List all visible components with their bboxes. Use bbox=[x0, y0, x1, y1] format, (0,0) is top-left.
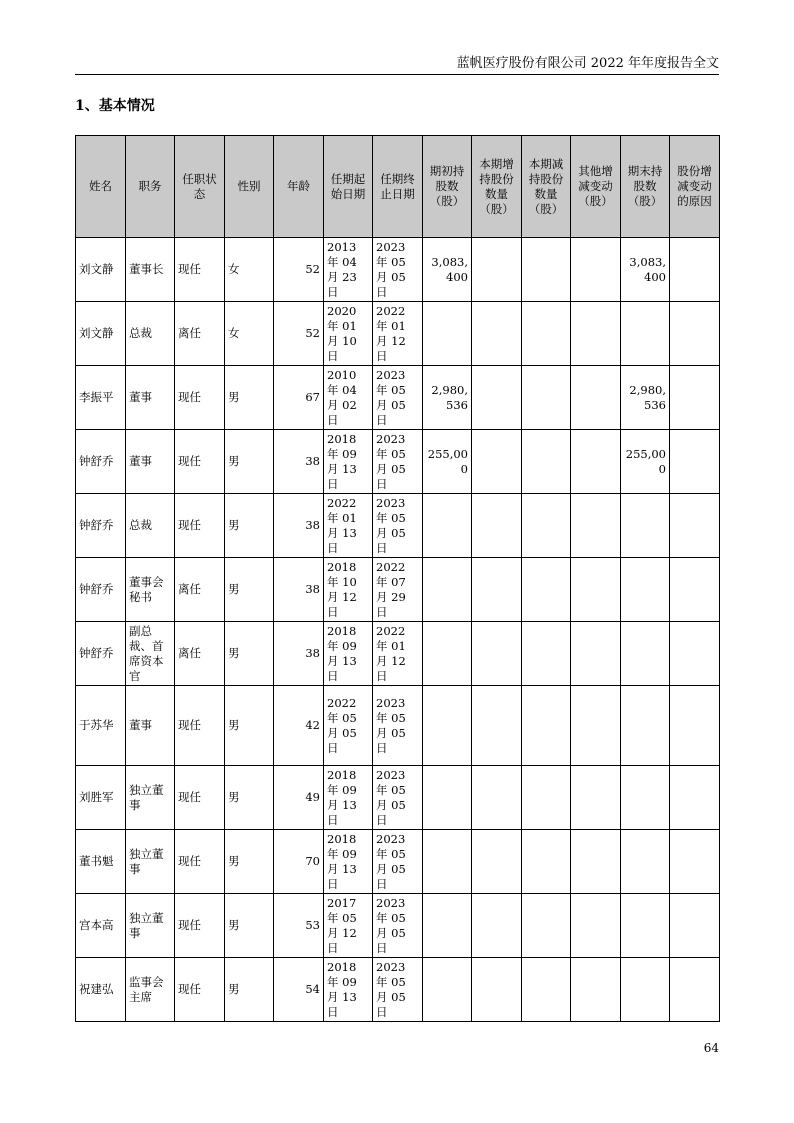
cell-other-change bbox=[571, 766, 621, 830]
cell-gender: 男 bbox=[225, 622, 274, 686]
cell-start-date: 2018 年 09 月 13 日 bbox=[324, 766, 373, 830]
cell-end-date: 2023 年 05 月 05 日 bbox=[373, 238, 423, 302]
cell-increase bbox=[472, 894, 522, 958]
cell-other-change bbox=[571, 238, 621, 302]
cell-status: 现任 bbox=[175, 766, 225, 830]
cell-end-date: 2022 年 01 月 12 日 bbox=[373, 302, 423, 366]
table-row bbox=[76, 430, 720, 494]
cell-start-date: 2010 年 04 月 02 日 bbox=[324, 366, 373, 430]
cell-end-date: 2023 年 05 月 05 日 bbox=[373, 430, 423, 494]
column-header: 任期起始日期 bbox=[324, 136, 373, 238]
cell-reason bbox=[670, 830, 720, 894]
cell-begin-shares bbox=[423, 622, 472, 686]
cell-end-shares bbox=[621, 622, 670, 686]
cell-increase bbox=[472, 686, 522, 766]
cell-gender: 男 bbox=[225, 958, 274, 1022]
cell-gender: 男 bbox=[225, 894, 274, 958]
cell-decrease bbox=[522, 766, 571, 830]
cell-decrease bbox=[522, 686, 571, 766]
table-row bbox=[76, 894, 720, 958]
cell-end-date: 2023 年 05 月 05 日 bbox=[373, 830, 423, 894]
table-row bbox=[76, 366, 720, 430]
cell-other-change bbox=[571, 366, 621, 430]
cell-gender: 男 bbox=[225, 766, 274, 830]
cell-position: 董事 bbox=[126, 430, 175, 494]
cell-increase bbox=[472, 558, 522, 622]
cell-end-shares bbox=[621, 686, 670, 766]
cell-position: 董事 bbox=[126, 366, 175, 430]
cell-begin-shares bbox=[423, 766, 472, 830]
cell-gender: 女 bbox=[225, 302, 274, 366]
cell-age: 54 bbox=[274, 958, 324, 1022]
cell-increase bbox=[472, 494, 522, 558]
column-header: 其他增减变动（股） bbox=[571, 136, 621, 238]
cell-other-change bbox=[571, 494, 621, 558]
cell-status: 离任 bbox=[175, 558, 225, 622]
cell-begin-shares bbox=[423, 686, 472, 766]
cell-reason bbox=[670, 494, 720, 558]
cell-position: 董事 bbox=[126, 686, 175, 766]
cell-reason bbox=[670, 238, 720, 302]
cell-other-change bbox=[571, 686, 621, 766]
cell-end-date: 2023 年 05 月 05 日 bbox=[373, 766, 423, 830]
cell-increase bbox=[472, 430, 522, 494]
cell-reason bbox=[670, 766, 720, 830]
table-row bbox=[76, 622, 720, 686]
cell-reason bbox=[670, 430, 720, 494]
table-row bbox=[76, 830, 720, 894]
cell-gender: 男 bbox=[225, 830, 274, 894]
column-header: 性别 bbox=[225, 136, 274, 238]
cell-begin-shares: 3,083,400 bbox=[423, 238, 472, 302]
cell-start-date: 2018 年 09 月 13 日 bbox=[324, 430, 373, 494]
cell-name: 李振平 bbox=[76, 366, 126, 430]
cell-status: 现任 bbox=[175, 366, 225, 430]
cell-end-shares: 255,000 bbox=[621, 430, 670, 494]
cell-age: 38 bbox=[274, 494, 324, 558]
cell-name: 刘胜军 bbox=[76, 766, 126, 830]
table-row bbox=[76, 558, 720, 622]
cell-end-shares bbox=[621, 302, 670, 366]
table-row bbox=[76, 958, 720, 1022]
cell-start-date: 2017 年 05 月 12 日 bbox=[324, 894, 373, 958]
header-rule bbox=[75, 74, 719, 75]
cell-end-shares bbox=[621, 766, 670, 830]
cell-status: 现任 bbox=[175, 430, 225, 494]
cell-gender: 男 bbox=[225, 686, 274, 766]
cell-age: 38 bbox=[274, 622, 324, 686]
cell-status: 现任 bbox=[175, 894, 225, 958]
cell-end-date: 2023 年 05 月 05 日 bbox=[373, 494, 423, 558]
cell-gender: 男 bbox=[225, 494, 274, 558]
cell-status: 离任 bbox=[175, 622, 225, 686]
table-row bbox=[76, 494, 720, 558]
cell-other-change bbox=[571, 894, 621, 958]
cell-position: 总裁 bbox=[126, 494, 175, 558]
cell-increase bbox=[472, 302, 522, 366]
cell-begin-shares bbox=[423, 894, 472, 958]
cell-other-change bbox=[571, 302, 621, 366]
cell-age: 52 bbox=[274, 238, 324, 302]
cell-gender: 男 bbox=[225, 366, 274, 430]
cell-start-date: 2020 年 01 月 10 日 bbox=[324, 302, 373, 366]
cell-increase bbox=[472, 622, 522, 686]
cell-name: 刘文静 bbox=[76, 238, 126, 302]
cell-start-date: 2018 年 09 月 13 日 bbox=[324, 958, 373, 1022]
section-title: 1、基本情况 bbox=[75, 98, 155, 114]
cell-name: 于苏华 bbox=[76, 686, 126, 766]
cell-status: 现任 bbox=[175, 958, 225, 1022]
cell-decrease bbox=[522, 558, 571, 622]
cell-status: 现任 bbox=[175, 238, 225, 302]
cell-begin-shares: 255,000 bbox=[423, 430, 472, 494]
cell-end-date: 2023 年 05 月 05 日 bbox=[373, 894, 423, 958]
column-header: 姓名 bbox=[76, 136, 126, 238]
cell-name: 钟舒乔 bbox=[76, 430, 126, 494]
cell-position: 总裁 bbox=[126, 302, 175, 366]
cell-age: 38 bbox=[274, 430, 324, 494]
column-header: 职务 bbox=[126, 136, 175, 238]
cell-begin-shares bbox=[423, 302, 472, 366]
cell-other-change bbox=[571, 622, 621, 686]
cell-age: 53 bbox=[274, 894, 324, 958]
column-header: 本期减持股份数量（股） bbox=[522, 136, 571, 238]
cell-end-date: 2022 年 01 月 12 日 bbox=[373, 622, 423, 686]
cell-reason bbox=[670, 366, 720, 430]
cell-name: 钟舒乔 bbox=[76, 622, 126, 686]
cell-status: 现任 bbox=[175, 830, 225, 894]
cell-end-shares bbox=[621, 830, 670, 894]
cell-start-date: 2022 年 01 月 13 日 bbox=[324, 494, 373, 558]
cell-age: 42 bbox=[274, 686, 324, 766]
cell-begin-shares: 2,980,536 bbox=[423, 366, 472, 430]
cell-decrease bbox=[522, 238, 571, 302]
cell-status: 离任 bbox=[175, 302, 225, 366]
cell-age: 67 bbox=[274, 366, 324, 430]
cell-gender: 女 bbox=[225, 238, 274, 302]
cell-reason bbox=[670, 558, 720, 622]
cell-position: 独立董事 bbox=[126, 766, 175, 830]
cell-begin-shares bbox=[423, 558, 472, 622]
cell-age: 70 bbox=[274, 830, 324, 894]
cell-begin-shares bbox=[423, 830, 472, 894]
cell-decrease bbox=[522, 366, 571, 430]
cell-reason bbox=[670, 958, 720, 1022]
cell-name: 刘文静 bbox=[76, 302, 126, 366]
table-row bbox=[76, 686, 720, 766]
cell-end-shares bbox=[621, 894, 670, 958]
cell-reason bbox=[670, 622, 720, 686]
cell-increase bbox=[472, 238, 522, 302]
cell-start-date: 2018 年 09 月 13 日 bbox=[324, 830, 373, 894]
column-header: 本期增持股份数量（股） bbox=[472, 136, 522, 238]
shareholding-table bbox=[75, 135, 720, 1022]
cell-position: 董事长 bbox=[126, 238, 175, 302]
cell-name: 祝建弘 bbox=[76, 958, 126, 1022]
cell-name: 宫本高 bbox=[76, 894, 126, 958]
cell-end-date: 2023 年 05 月 05 日 bbox=[373, 366, 423, 430]
cell-decrease bbox=[522, 622, 571, 686]
table-row bbox=[76, 766, 720, 830]
cell-age: 52 bbox=[274, 302, 324, 366]
cell-name: 钟舒乔 bbox=[76, 558, 126, 622]
cell-start-date: 2013 年 04 月 23 日 bbox=[324, 238, 373, 302]
cell-status: 现任 bbox=[175, 686, 225, 766]
cell-end-date: 2023 年 05 月 05 日 bbox=[373, 958, 423, 1022]
page-number: 64 bbox=[703, 1041, 719, 1055]
cell-end-shares bbox=[621, 558, 670, 622]
cell-name: 钟舒乔 bbox=[76, 494, 126, 558]
cell-gender: 男 bbox=[225, 558, 274, 622]
cell-other-change bbox=[571, 958, 621, 1022]
cell-decrease bbox=[522, 958, 571, 1022]
cell-start-date: 2018 年 09 月 13 日 bbox=[324, 622, 373, 686]
column-header: 年龄 bbox=[274, 136, 324, 238]
cell-decrease bbox=[522, 894, 571, 958]
cell-age: 49 bbox=[274, 766, 324, 830]
cell-position: 独立董事 bbox=[126, 830, 175, 894]
cell-start-date: 2018 年 10 月 12 日 bbox=[324, 558, 373, 622]
cell-end-shares: 3,083,400 bbox=[621, 238, 670, 302]
table-header-row bbox=[76, 136, 720, 238]
cell-other-change bbox=[571, 430, 621, 494]
cell-other-change bbox=[571, 830, 621, 894]
cell-end-shares bbox=[621, 494, 670, 558]
column-header: 任职状态 bbox=[175, 136, 225, 238]
cell-reason bbox=[670, 894, 720, 958]
cell-decrease bbox=[522, 430, 571, 494]
column-header: 任期终止日期 bbox=[373, 136, 423, 238]
cell-increase bbox=[472, 366, 522, 430]
cell-end-date: 2022 年 07 月 29 日 bbox=[373, 558, 423, 622]
running-header: 蓝帆医疗股份有限公司 2022 年年度报告全文 bbox=[456, 56, 719, 71]
cell-end-shares: 2,980,536 bbox=[621, 366, 670, 430]
cell-age: 38 bbox=[274, 558, 324, 622]
cell-increase bbox=[472, 830, 522, 894]
cell-position: 董事会秘书 bbox=[126, 558, 175, 622]
cell-end-date: 2023 年 05 月 05 日 bbox=[373, 686, 423, 766]
cell-position: 监事会主席 bbox=[126, 958, 175, 1022]
cell-decrease bbox=[522, 302, 571, 366]
cell-position: 副总裁、首席资本官 bbox=[126, 622, 175, 686]
cell-start-date: 2022 年 05 月 05 日 bbox=[324, 686, 373, 766]
cell-position: 独立董事 bbox=[126, 894, 175, 958]
cell-status: 现任 bbox=[175, 494, 225, 558]
cell-other-change bbox=[571, 558, 621, 622]
column-header: 股份增减变动的原因 bbox=[670, 136, 720, 238]
cell-name: 董书魁 bbox=[76, 830, 126, 894]
cell-end-shares bbox=[621, 958, 670, 1022]
table-row bbox=[76, 302, 720, 366]
cell-gender: 男 bbox=[225, 430, 274, 494]
cell-decrease bbox=[522, 830, 571, 894]
cell-increase bbox=[472, 958, 522, 1022]
cell-begin-shares bbox=[423, 958, 472, 1022]
cell-begin-shares bbox=[423, 494, 472, 558]
cell-reason bbox=[670, 686, 720, 766]
column-header: 期末持股数（股） bbox=[621, 136, 670, 238]
table-row bbox=[76, 238, 720, 302]
column-header: 期初持股数（股） bbox=[423, 136, 472, 238]
cell-decrease bbox=[522, 494, 571, 558]
cell-increase bbox=[472, 766, 522, 830]
cell-reason bbox=[670, 302, 720, 366]
